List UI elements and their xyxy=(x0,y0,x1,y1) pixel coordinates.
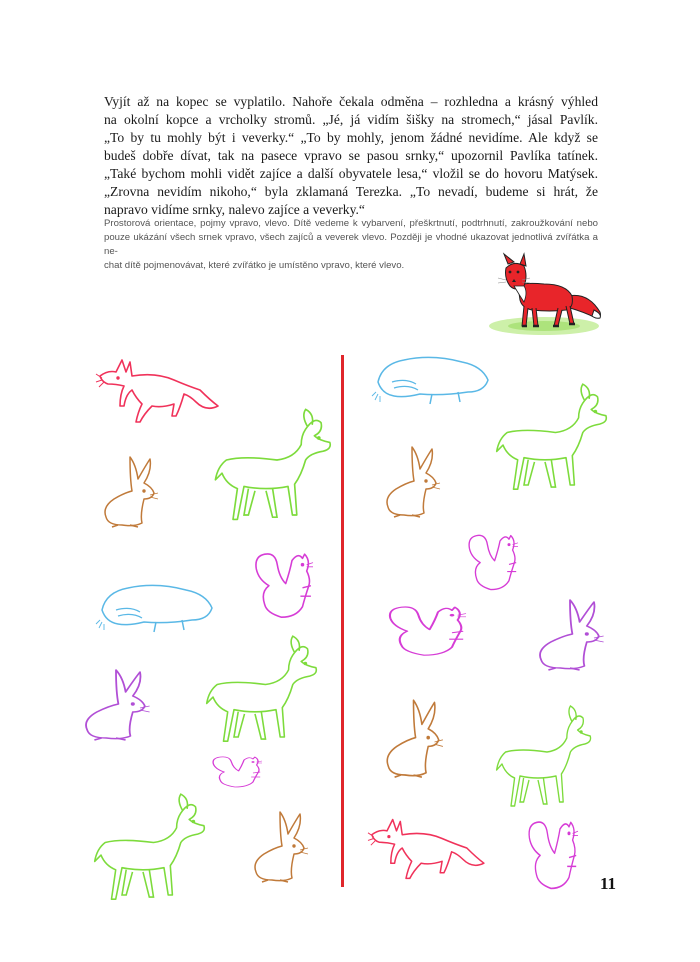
story-line: na okolní kopce a vrcholky stromů. „Jé, já vidím šišky na stromech,“ jásal Pavlík. xyxy=(104,112,598,127)
squirrel-outline xyxy=(469,535,518,589)
fox-outline xyxy=(96,360,218,422)
rabbit-outline xyxy=(387,447,440,517)
badger-outline xyxy=(372,357,488,404)
squirrel-outline xyxy=(256,554,313,617)
story-line: „Také bychom mohli vidět zajíce a další obyvatele lesa,“ vložil se do hovoru Matýsek. xyxy=(104,166,598,181)
badger-outline xyxy=(96,585,212,632)
story-line: „To by tu mohly být i veverky.“ „To by mohly, jenom žádné nevidíme. Ale když se xyxy=(104,130,598,145)
deer-outline xyxy=(497,384,607,489)
instructions-line: Prostorová orientace, pojmy vpravo, vlevo. Dítě vedeme k vybarvení, přeškrtnutí, podtrhnutí, zakroužkování nebo xyxy=(104,218,598,229)
story-line: budeš dobře dívat, tak na pasece vpravo se pasou srnky,“ upozornil Pavlíka tatínek. xyxy=(104,148,598,163)
deer-outline xyxy=(207,636,317,741)
rabbit-outline xyxy=(540,600,604,670)
rabbit-outline xyxy=(105,457,158,527)
story-line: „Zrovna nevidím nikoho,“ byla zklamaná Terezka. „To nevadí, budeme si hrát, že xyxy=(104,184,598,199)
deer-outline xyxy=(95,794,205,899)
page-number: 11 xyxy=(600,874,617,893)
rabbit-outline xyxy=(255,812,308,882)
story-line: Vyjít až na kopec se vyplatilo. Nahoře čekala odměna – rozhledna a krásný výhled xyxy=(104,94,598,109)
instructions-line: pouze ukázání všech srnek vpravo, všech zajíců a veverek vlevo. Později je vhodné ukazovat jednotlivá zvířátka a ne- xyxy=(104,232,598,257)
rabbit-outline xyxy=(86,670,150,740)
squirrel-outline xyxy=(529,822,578,888)
instructions-line: chat dítě pojmenovávat, které zvířátko je umístěno vpravo, které vlevo. xyxy=(104,260,405,271)
deer-outline xyxy=(497,706,591,806)
squirrel-outline xyxy=(213,757,262,787)
rabbit-outline xyxy=(387,700,443,777)
deer-outline xyxy=(215,409,330,519)
story-line: napravo vidíme srnky, nalevo zajíce a veverky.“ xyxy=(104,202,365,217)
squirrel-outline xyxy=(390,607,466,655)
fox-outline xyxy=(368,820,484,879)
